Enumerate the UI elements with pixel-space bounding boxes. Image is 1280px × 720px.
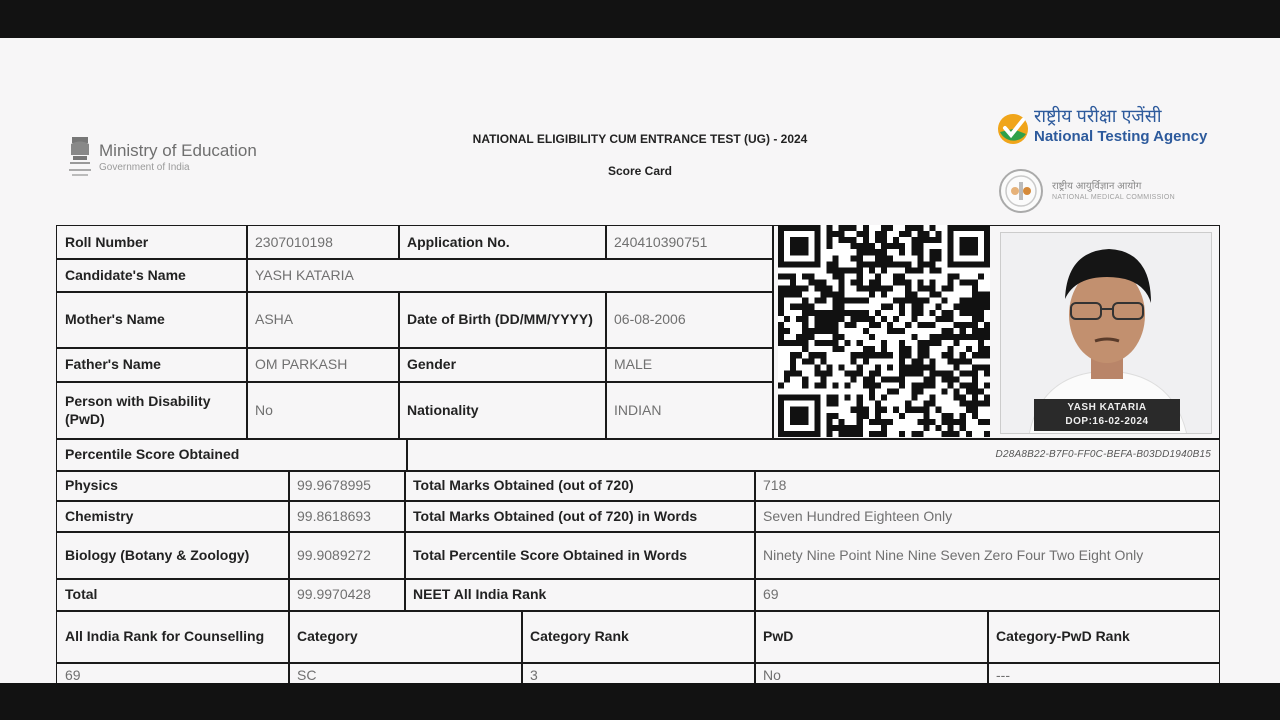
counselling-header-pwd: PwD — [754, 610, 989, 664]
exam-title: NATIONAL ELIGIBILITY CUM ENTRANCE TEST (UG) - 2024 — [472, 132, 808, 146]
air-value: 69 — [754, 578, 1220, 612]
nmc-logo-icon — [996, 168, 1046, 214]
nmc-english-name: NATIONAL MEDICAL COMMISSION — [1052, 194, 1175, 201]
qr-code — [778, 225, 990, 437]
counselling-value-category-rank: 3 — [521, 662, 756, 683]
video-letterbox-bottom — [0, 683, 1280, 720]
mother-name-label: Mother's Name — [56, 291, 248, 349]
nta-english-name: National Testing Agency — [1034, 128, 1208, 145]
counselling-value-category: SC — [288, 662, 523, 683]
candidate-name-label: Candidate's Name — [56, 258, 248, 293]
score-card-sheet — [0, 38, 1280, 683]
dob-label: Date of Birth (DD/MM/YYYY) — [398, 291, 607, 349]
total-percentile-label: Total — [56, 578, 290, 612]
roll-number-label: Roll Number — [56, 225, 248, 260]
father-name-value: OM PARKASH — [246, 347, 400, 383]
counselling-header-rank: All India Rank for Counselling — [56, 610, 290, 664]
photo-caption-name: YASH KATARIA — [1067, 402, 1147, 413]
biology-label: Biology (Botany & Zoology) — [56, 531, 290, 580]
father-name-label: Father's Name — [56, 347, 248, 383]
counselling-header-category-pwd-rank: Category-PwD Rank — [987, 610, 1220, 664]
doc-type: Score Card — [607, 164, 673, 178]
counselling-value-pwd: No — [754, 662, 989, 683]
mother-name-value: ASHA — [246, 291, 400, 349]
counselling-value-category-pwd-rank: --- — [987, 662, 1220, 683]
total-percentile-value: 99.9970428 — [288, 578, 406, 612]
pwd-label: Person with Disability (PwD) — [56, 381, 248, 440]
photo-caption-dop: DOP:16-02-2024 — [1065, 416, 1149, 427]
pwd-value: No — [246, 381, 400, 440]
chemistry-value: 99.8618693 — [288, 500, 406, 533]
application-number-value: 240410390751 — [605, 225, 774, 260]
total-marks-words-value: Seven Hundred Eighteen Only — [754, 500, 1220, 533]
ministry-title: Ministry of Education — [99, 141, 257, 160]
counselling-value-rank: 69 — [56, 662, 290, 683]
nmc-hindi-name: राष्ट्रीय आयुर्विज्ञान आयोग — [1052, 181, 1142, 192]
physics-label: Physics — [56, 470, 290, 502]
photo-caption — [1034, 399, 1180, 431]
dob-value: 06-08-2006 — [605, 291, 774, 349]
ministry-subtitle: Government of India — [99, 162, 190, 173]
nta-logo-icon — [996, 110, 1030, 146]
biology-value: 99.9089272 — [288, 531, 406, 580]
percentile-words-value: Ninety Nine Point Nine Nine Seven Zero Four Two Eight Only — [754, 531, 1220, 580]
gender-value: MALE — [605, 347, 774, 383]
total-marks-label: Total Marks Obtained (out of 720) — [404, 470, 756, 502]
physics-value: 99.9678995 — [288, 470, 406, 502]
counselling-header-category: Category — [288, 610, 523, 664]
nationality-label: Nationality — [398, 381, 607, 440]
national-emblem-icon — [64, 135, 96, 181]
air-label: NEET All India Rank — [404, 578, 756, 612]
verification-hash: D28A8B22-B7F0-FF0C-BEFA-B03DD1940B15 — [406, 438, 1220, 472]
roll-number-value: 2307010198 — [246, 225, 400, 260]
nta-hindi-name: राष्ट्रीय परीक्षा एजेंसी — [1034, 106, 1162, 126]
chemistry-label: Chemistry — [56, 500, 290, 533]
percentile-words-label: Total Percentile Score Obtained in Words — [404, 531, 756, 580]
application-number-label: Application No. — [398, 225, 607, 260]
candidate-photo — [1000, 232, 1212, 434]
total-marks-words-label: Total Marks Obtained (out of 720) in Words — [404, 500, 756, 533]
gender-label: Gender — [398, 347, 607, 383]
percentile-section-label: Percentile Score Obtained — [56, 438, 408, 472]
counselling-header-category-rank: Category Rank — [521, 610, 756, 664]
total-marks-value: 718 — [754, 470, 1220, 502]
nationality-value: INDIAN — [605, 381, 774, 440]
candidate-name-value: YASH KATARIA — [246, 258, 774, 293]
